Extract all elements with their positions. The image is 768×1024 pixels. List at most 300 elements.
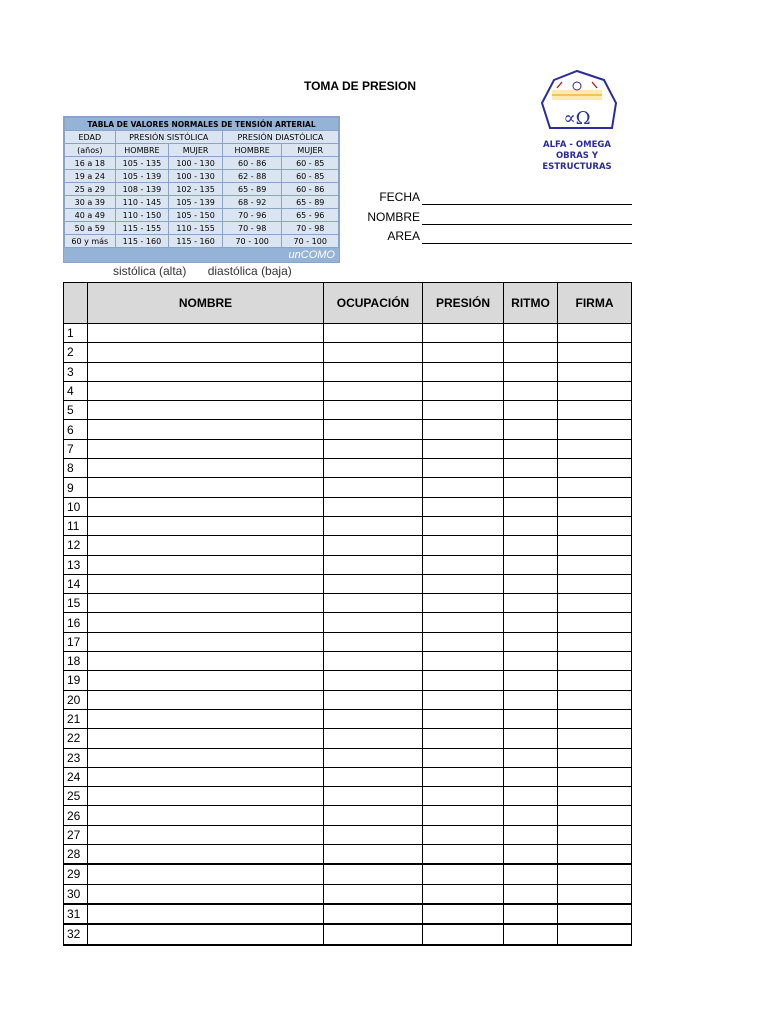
ocupacion-cell[interactable]	[324, 381, 423, 400]
row-number: 26	[64, 806, 88, 825]
logo-line1: ALFA - OMEGA	[543, 140, 611, 150]
firma-cell[interactable]	[558, 729, 632, 748]
ocupacion-cell[interactable]	[324, 884, 423, 904]
nombre-cell[interactable]	[88, 439, 324, 458]
ref-cell: 105 - 139	[115, 170, 169, 183]
ritmo-cell[interactable]	[504, 671, 558, 690]
firma-cell[interactable]	[558, 632, 632, 651]
firma-cell[interactable]	[558, 613, 632, 632]
ocupacion-cell[interactable]	[324, 343, 423, 362]
table-row	[64, 924, 632, 944]
ritmo-cell[interactable]	[504, 709, 558, 728]
ref-cell: 70 - 96	[222, 209, 282, 222]
ritmo-cell[interactable]	[504, 806, 558, 825]
logo-line2: OBRAS Y ESTRUCTURAS	[542, 151, 612, 172]
table-row	[64, 343, 632, 362]
firma-cell[interactable]	[558, 497, 632, 516]
nombre-cell[interactable]	[88, 924, 324, 944]
presion-cell[interactable]	[423, 671, 504, 690]
row-number: 21	[64, 709, 88, 728]
nombre-cell[interactable]	[88, 825, 324, 844]
nombre-cell[interactable]	[88, 864, 324, 884]
row-number: 1	[64, 324, 88, 343]
ritmo-cell[interactable]	[504, 459, 558, 478]
table-row	[64, 806, 632, 825]
table-row	[64, 613, 632, 632]
ref-row	[65, 235, 339, 248]
nombre-cell[interactable]	[88, 478, 324, 497]
ocupacion-cell[interactable]	[324, 904, 423, 924]
presion-cell[interactable]	[423, 459, 504, 478]
nombre-label: NOMBRE	[367, 210, 420, 224]
ritmo-cell[interactable]	[504, 343, 558, 362]
presion-cell[interactable]	[423, 709, 504, 728]
ref-sub-female: MUJER	[282, 144, 339, 157]
ocupacion-cell[interactable]	[324, 478, 423, 497]
row-number: 11	[64, 516, 88, 535]
nombre-cell[interactable]	[88, 555, 324, 574]
row-number: 16	[64, 613, 88, 632]
row-number: 29	[64, 864, 88, 884]
presion-cell[interactable]	[423, 690, 504, 709]
presion-cell[interactable]	[423, 748, 504, 767]
table-row	[64, 574, 632, 593]
ref-header-age-unit: (años)	[65, 144, 116, 157]
ocupacion-cell[interactable]	[324, 652, 423, 671]
ref-cell: 65 - 89	[282, 196, 339, 209]
ref-cell: 100 - 130	[169, 157, 223, 170]
ref-cell: 115 - 155	[115, 222, 169, 235]
table-row	[64, 864, 632, 884]
firma-cell[interactable]	[558, 825, 632, 844]
table-row	[64, 478, 632, 497]
ocupacion-cell[interactable]	[324, 420, 423, 439]
presion-cell[interactable]	[423, 594, 504, 613]
ocupacion-cell[interactable]	[324, 845, 423, 865]
ref-row	[65, 183, 339, 196]
legend-systolic: sistólica (alta)	[113, 264, 187, 278]
ref-cell: 25 a 29	[65, 183, 116, 196]
legend-diastolic: diastólica (baja)	[207, 264, 292, 278]
presion-cell[interactable]	[423, 555, 504, 574]
ritmo-cell[interactable]	[504, 613, 558, 632]
ref-cell: 102 - 135	[169, 183, 223, 196]
firma-cell[interactable]	[558, 555, 632, 574]
fecha-label: FECHA	[379, 190, 420, 204]
row-number: 15	[64, 594, 88, 613]
ocupacion-cell[interactable]	[324, 459, 423, 478]
table-row	[64, 362, 632, 381]
firma-cell[interactable]	[558, 439, 632, 458]
table-row	[64, 825, 632, 844]
table-row	[64, 845, 632, 865]
presion-cell[interactable]	[423, 613, 504, 632]
presion-cell[interactable]	[423, 516, 504, 535]
ref-cell: 60 - 85	[282, 157, 339, 170]
presion-cell[interactable]	[423, 904, 504, 924]
firma-cell[interactable]	[558, 845, 632, 865]
ocupacion-cell[interactable]	[324, 401, 423, 420]
ref-cell: 70 - 98	[282, 222, 339, 235]
ocupacion-cell[interactable]	[324, 690, 423, 709]
firma-cell[interactable]	[558, 459, 632, 478]
firma-cell[interactable]	[558, 401, 632, 420]
ocupacion-cell[interactable]	[324, 825, 423, 844]
ritmo-cell[interactable]	[504, 884, 558, 904]
row-number: 30	[64, 884, 88, 904]
ritmo-cell[interactable]	[504, 439, 558, 458]
presion-cell[interactable]	[423, 343, 504, 362]
table-row	[64, 594, 632, 613]
row-number: 17	[64, 632, 88, 651]
presion-cell[interactable]	[423, 381, 504, 400]
ref-cell: 65 - 96	[282, 209, 339, 222]
nombre-cell[interactable]	[88, 671, 324, 690]
nombre-cell[interactable]	[88, 420, 324, 439]
row-number: 20	[64, 690, 88, 709]
firma-cell[interactable]	[558, 574, 632, 593]
ref-sub-male: HOMBRE	[222, 144, 282, 157]
nombre-cell[interactable]	[88, 690, 324, 709]
nombre-cell[interactable]	[88, 343, 324, 362]
nombre-cell[interactable]	[88, 594, 324, 613]
pressure-legend	[113, 264, 310, 278]
firma-cell[interactable]	[558, 536, 632, 555]
nombre-cell[interactable]	[88, 729, 324, 748]
ref-sub-male: HOMBRE	[115, 144, 169, 157]
nombre-cell[interactable]	[88, 787, 324, 806]
nombre-cell[interactable]	[88, 613, 324, 632]
ritmo-cell[interactable]	[504, 924, 558, 944]
row-number: 25	[64, 787, 88, 806]
row-number: 2	[64, 343, 88, 362]
ref-cell: 110 - 150	[115, 209, 169, 222]
nombre-cell[interactable]	[88, 497, 324, 516]
ref-cell: 108 - 139	[115, 183, 169, 196]
ritmo-cell[interactable]	[504, 555, 558, 574]
ocupacion-cell[interactable]	[324, 613, 423, 632]
nombre-cell[interactable]	[88, 536, 324, 555]
nombre-cell[interactable]	[88, 362, 324, 381]
ref-cell: 16 a 18	[65, 157, 116, 170]
firma-cell[interactable]	[558, 864, 632, 884]
ref-cell: 50 a 59	[65, 222, 116, 235]
ritmo-cell[interactable]	[504, 324, 558, 343]
ocupacion-cell[interactable]	[324, 497, 423, 516]
ritmo-cell[interactable]	[504, 497, 558, 516]
fecha-line[interactable]	[422, 204, 632, 205]
firma-cell[interactable]	[558, 904, 632, 924]
table-row	[64, 709, 632, 728]
ritmo-cell[interactable]	[504, 420, 558, 439]
nombre-cell[interactable]	[88, 381, 324, 400]
table-row	[64, 401, 632, 420]
ocupacion-cell[interactable]	[324, 729, 423, 748]
ocupacion-cell[interactable]	[324, 574, 423, 593]
ocupacion-cell[interactable]	[324, 516, 423, 535]
ref-row	[65, 196, 339, 209]
fecha-field[interactable]	[350, 187, 632, 205]
firma-cell[interactable]	[558, 748, 632, 767]
ritmo-cell[interactable]	[504, 381, 558, 400]
ritmo-cell[interactable]	[504, 845, 558, 865]
table-row	[64, 459, 632, 478]
ref-cell: 115 - 160	[115, 235, 169, 248]
nombre-cell[interactable]	[88, 652, 324, 671]
presion-cell[interactable]	[423, 884, 504, 904]
firma-cell[interactable]	[558, 594, 632, 613]
firma-cell[interactable]	[558, 516, 632, 535]
table-row	[64, 420, 632, 439]
row-number: 19	[64, 671, 88, 690]
ritmo-cell[interactable]	[504, 594, 558, 613]
nombre-cell[interactable]	[88, 748, 324, 767]
row-number: 24	[64, 767, 88, 786]
row-number: 4	[64, 381, 88, 400]
ritmo-cell[interactable]	[504, 690, 558, 709]
presion-cell[interactable]	[423, 574, 504, 593]
ref-cell: 70 - 100	[222, 235, 282, 248]
ocupacion-cell[interactable]	[324, 864, 423, 884]
ritmo-cell[interactable]	[504, 904, 558, 924]
ocupacion-cell[interactable]	[324, 671, 423, 690]
firma-cell[interactable]	[558, 381, 632, 400]
ocupacion-cell[interactable]	[324, 632, 423, 651]
ref-header-diastolic: PRESIÓN DIASTÓLICA	[222, 131, 338, 144]
area-field[interactable]	[350, 226, 632, 244]
row-number: 10	[64, 497, 88, 516]
ref-cell: 110 - 145	[115, 196, 169, 209]
ocupacion-cell[interactable]	[324, 536, 423, 555]
nombre-cell[interactable]	[88, 806, 324, 825]
table-row	[64, 787, 632, 806]
row-number: 7	[64, 439, 88, 458]
table-row	[64, 497, 632, 516]
page-title: TOMA DE PRESION	[303, 79, 416, 93]
presion-cell[interactable]	[423, 324, 504, 343]
ocupacion-cell[interactable]	[324, 439, 423, 458]
firma-cell[interactable]	[558, 324, 632, 343]
ref-cell: 68 - 92	[222, 196, 282, 209]
firma-cell[interactable]	[558, 690, 632, 709]
table-row	[64, 516, 632, 535]
nombre-cell[interactable]	[88, 845, 324, 865]
presion-cell[interactable]	[423, 806, 504, 825]
presion-cell[interactable]	[423, 845, 504, 865]
area-label: AREA	[387, 229, 420, 243]
ocupacion-cell[interactable]	[324, 709, 423, 728]
ritmo-cell[interactable]	[504, 516, 558, 535]
row-number: 12	[64, 536, 88, 555]
ref-cell: 19 a 24	[65, 170, 116, 183]
row-number: 32	[64, 924, 88, 944]
firma-cell[interactable]	[558, 806, 632, 825]
table-row	[64, 729, 632, 748]
ritmo-cell[interactable]	[504, 748, 558, 767]
row-number: 3	[64, 362, 88, 381]
row-number: 5	[64, 401, 88, 420]
table-row	[64, 632, 632, 651]
area-line[interactable]	[422, 243, 632, 244]
ritmo-cell[interactable]	[504, 787, 558, 806]
table-row	[64, 767, 632, 786]
ocupacion-cell[interactable]	[324, 806, 423, 825]
nombre-cell[interactable]	[88, 401, 324, 420]
ritmo-cell[interactable]	[504, 729, 558, 748]
row-number: 22	[64, 729, 88, 748]
nombre-cell[interactable]	[88, 459, 324, 478]
ritmo-cell[interactable]	[504, 652, 558, 671]
ocupacion-cell[interactable]	[324, 767, 423, 786]
firma-cell[interactable]	[558, 478, 632, 497]
table-row	[64, 652, 632, 671]
nombre-cell[interactable]	[88, 709, 324, 728]
presion-cell[interactable]	[423, 652, 504, 671]
presion-cell[interactable]	[423, 864, 504, 884]
nombre-line[interactable]	[422, 224, 632, 225]
header-firma: FIRMA	[558, 283, 632, 324]
ritmo-cell[interactable]	[504, 864, 558, 884]
presion-cell[interactable]	[423, 924, 504, 944]
row-number: 8	[64, 459, 88, 478]
ref-row	[65, 170, 339, 183]
row-number: 18	[64, 652, 88, 671]
firma-cell[interactable]	[558, 709, 632, 728]
row-number: 31	[64, 904, 88, 924]
ocupacion-cell[interactable]	[324, 324, 423, 343]
table-row	[64, 884, 632, 904]
table-row	[64, 904, 632, 924]
firma-cell[interactable]	[558, 767, 632, 786]
firma-cell[interactable]	[558, 652, 632, 671]
ref-cell: 105 - 150	[169, 209, 223, 222]
ref-cell: 60 - 85	[282, 170, 339, 183]
ritmo-cell[interactable]	[504, 574, 558, 593]
ocupacion-cell[interactable]	[324, 924, 423, 944]
presion-cell[interactable]	[423, 478, 504, 497]
ref-cell: 115 - 160	[169, 235, 223, 248]
row-number: 28	[64, 845, 88, 865]
nombre-cell[interactable]	[88, 767, 324, 786]
firma-cell[interactable]	[558, 787, 632, 806]
presion-cell[interactable]	[423, 729, 504, 748]
table-row	[64, 671, 632, 690]
header-index	[64, 283, 88, 324]
ref-row	[65, 209, 339, 222]
presion-cell[interactable]	[423, 497, 504, 516]
firma-cell[interactable]	[558, 420, 632, 439]
presion-cell[interactable]	[423, 632, 504, 651]
ref-cell: 110 - 155	[169, 222, 223, 235]
presion-cell[interactable]	[423, 536, 504, 555]
ritmo-cell[interactable]	[504, 536, 558, 555]
table-row	[64, 555, 632, 574]
ref-cell: 105 - 139	[169, 196, 223, 209]
ritmo-cell[interactable]	[504, 825, 558, 844]
nombre-cell[interactable]	[88, 904, 324, 924]
ritmo-cell[interactable]	[504, 632, 558, 651]
nombre-field[interactable]	[350, 207, 632, 225]
nombre-cell[interactable]	[88, 324, 324, 343]
ritmo-cell[interactable]	[504, 767, 558, 786]
logo-symbols: ∝Ω	[563, 108, 591, 129]
ocupacion-cell[interactable]	[324, 787, 423, 806]
ritmo-cell[interactable]	[504, 401, 558, 420]
ritmo-cell[interactable]	[504, 478, 558, 497]
firma-cell[interactable]	[558, 671, 632, 690]
table-row	[64, 324, 632, 343]
table-row	[64, 439, 632, 458]
nombre-cell[interactable]	[88, 516, 324, 535]
nombre-cell[interactable]	[88, 574, 324, 593]
ref-cell: 40 a 49	[65, 209, 116, 222]
ref-cell: 105 - 135	[115, 157, 169, 170]
ref-cell: 70 - 98	[222, 222, 282, 235]
presion-cell[interactable]	[423, 787, 504, 806]
table-row	[64, 381, 632, 400]
ref-cell: 65 - 89	[222, 183, 282, 196]
table-row	[64, 748, 632, 767]
company-logo	[522, 68, 632, 172]
presion-cell[interactable]	[423, 767, 504, 786]
header-ocupacion: OCUPACIÓN	[324, 283, 423, 324]
ref-cell: 70 - 100	[282, 235, 339, 248]
ocupacion-cell[interactable]	[324, 362, 423, 381]
ref-header-systolic: PRESIÓN SISTÓLICA	[115, 131, 222, 144]
presion-cell[interactable]	[423, 362, 504, 381]
row-number: 27	[64, 825, 88, 844]
reference-brand: unCOMO	[64, 248, 339, 262]
ref-cell: 62 - 88	[222, 170, 282, 183]
row-number: 6	[64, 420, 88, 439]
ref-cell: 100 - 130	[169, 170, 223, 183]
nombre-cell[interactable]	[88, 884, 324, 904]
presion-cell[interactable]	[423, 439, 504, 458]
presion-cell[interactable]	[423, 420, 504, 439]
firma-cell[interactable]	[558, 362, 632, 381]
ref-header-age: EDAD	[65, 131, 116, 144]
ref-cell: 30 a 39	[65, 196, 116, 209]
firma-cell[interactable]	[558, 884, 632, 904]
presion-cell[interactable]	[423, 401, 504, 420]
ocupacion-cell[interactable]	[324, 594, 423, 613]
ref-row	[65, 222, 339, 235]
row-number: 13	[64, 555, 88, 574]
firma-cell[interactable]	[558, 343, 632, 362]
ritmo-cell[interactable]	[504, 362, 558, 381]
reference-table-title: TABLA DE VALORES NORMALES DE TENSIÓN ARTERIAL	[65, 118, 339, 131]
reference-table	[63, 116, 340, 263]
table-row	[64, 690, 632, 709]
row-number: 14	[64, 574, 88, 593]
ref-cell: 60 y más	[65, 235, 116, 248]
attendance-table	[63, 282, 632, 946]
row-number: 9	[64, 478, 88, 497]
ref-sub-female: MUJER	[169, 144, 223, 157]
ocupacion-cell[interactable]	[324, 748, 423, 767]
presion-cell[interactable]	[423, 825, 504, 844]
nombre-cell[interactable]	[88, 632, 324, 651]
header-nombre: NOMBRE	[88, 283, 324, 324]
table-row	[64, 536, 632, 555]
ref-cell: 60 - 86	[282, 183, 339, 196]
firma-cell[interactable]	[558, 924, 632, 944]
row-number: 23	[64, 748, 88, 767]
header-ritmo: RITMO	[504, 283, 558, 324]
header-presion: PRESIÓN	[423, 283, 504, 324]
ref-row	[65, 157, 339, 170]
ocupacion-cell[interactable]	[324, 555, 423, 574]
